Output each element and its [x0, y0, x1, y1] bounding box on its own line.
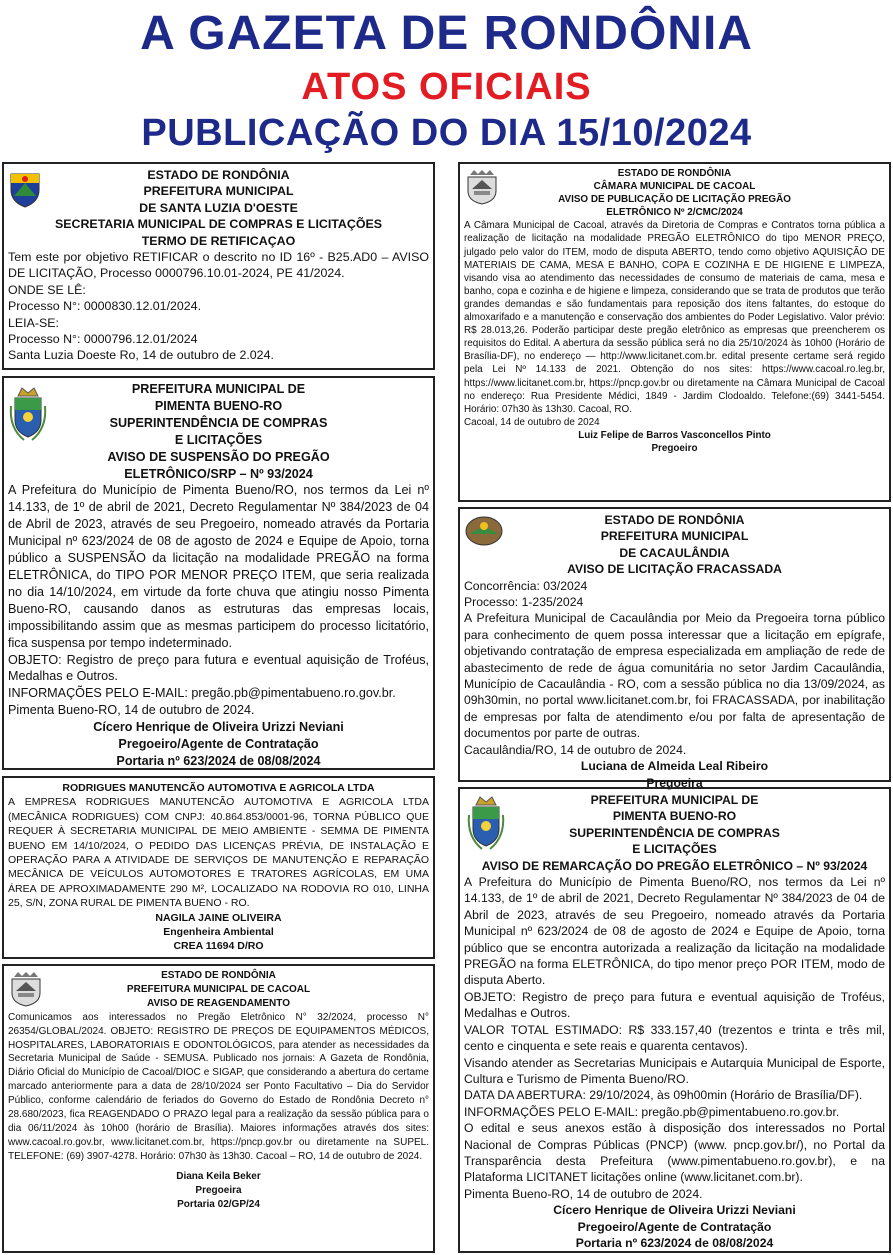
header-line: AVISO DE LICITAÇÃO FRACASSADA	[567, 562, 782, 577]
header-line: E LICITAÇÕES	[174, 432, 263, 447]
header-line: DE SANTA LUZIA D'OESTE	[139, 200, 298, 215]
municipal-crest-icon	[468, 795, 504, 853]
notice-header	[8, 781, 429, 795]
body-paragraph: Tem este por objetivo RETIFICAR o descrito no ID 16º - B25.AD0 – AVISO DE LICITAÇÃO, Processo 0000796.10.01-2024, PE 41/2024.	[8, 250, 429, 281]
notice-header	[8, 167, 429, 249]
signature-line: Pregoeiro/Agente de Contratação	[577, 1219, 772, 1234]
body-paragraph: A EMPRESA RODRIGUES MANUTENCÃO AUTOMOTIVA E AGRICOLA LTDA (MECÂNICA RODRIGUES) COM CNPJ: 40.864.853/0001-96, TORNA PÚBLICO QUE REQUER À SECRETARIA MUNICIPAL DE MEIO AMBIENTE - SEMMA DE PIMENTA BUENO EM 14/10/2024, O PEDIDO DAS LICENÇAS PRÉVIA, DE INSTALAÇÃO E OPERAÇÃO PARA A ATIVIDADE DE SERVIÇOS DE MANUTENÇÃO E REPARAÇÃO MECÂNICA DE VEÍCULOS AUTOMOTORES E TRATORES AGRÍCOLAS, EM UMA ÁREA DE APROXIMADAMENTE 290 M², LOCALIZADO NA RODOVIA RO 010, LINHA 25, S/N, ZONA RURAL DE PIMENTA BUENO - RO.	[8, 796, 429, 910]
header-line: AVISO DE SUSPENSÃO DO PREGÃO	[107, 449, 330, 464]
header-line: ESTADO DE RONDÔNIA	[161, 970, 276, 981]
body-paragraph: Processo N°: 0000796.12.01/2024	[8, 332, 198, 347]
signature-block	[464, 1202, 885, 1251]
signature-line: CREA 11694 D/RO	[173, 940, 264, 953]
header-line: AVISO DE REMARCAÇÃO DO PREGÃO ELETRÔNICO – Nº 93/2024	[481, 858, 868, 873]
body-paragraph: Pimenta Bueno-RO, 14 de outubro de 2024.	[8, 703, 255, 718]
signature-line: Pregoeira	[195, 1184, 242, 1196]
header-line: CÂMARA MUNICIPAL DE CACOAL	[593, 181, 756, 193]
newspaper-title: A GAZETA DE RONDÔNIA	[140, 7, 753, 60]
body-paragraph: A Prefeitura do Município de Pimenta Bueno/RO, nos termos da Lei nº 14.133, de 1º de abril de 2021, Decreto Regulamentar Nº 384/2023 de 04 de Abril de 2023, através de seu Pregoeiro, nomeado através da Portaria Municipal nº 623/2024 de 08 de agosto de 2024 e Equipe de Apoio, torna público a SUSPENSÃO da licitação na modalidade PREGÃO na forma ELETRÔNICA, do TIPO POR MENOR PREÇO ITEM, que seria realizada no dia 14/10/2024, em virtude da forte chuva que atingiu nosso Pimenta Bueno-RO, causando danos as estruturas das empresas locais, impossibilitando assim que as mesmas participem do processo licitatório, fica suspensa por tempo indeterminado.	[8, 483, 429, 650]
section-subtitle: ATOS OFICIAIS	[301, 66, 592, 108]
header-line: PIMENTA BUENO-RO	[154, 398, 283, 413]
header-line: RODRIGUES MANUTENCÃO AUTOMOTIVA E AGRICOLA LTDA	[62, 782, 375, 794]
header-line: ESTADO DE RONDÔNIA	[147, 168, 290, 182]
header-line: ELETRÔNICO Nº 2/CMC/2024	[606, 207, 743, 219]
header-line: ESTADO DE RONDÔNIA	[604, 513, 745, 527]
header-line: AVISO DE PUBLICAÇÃO DE LICITAÇÃO PREGÃO	[558, 194, 791, 206]
signature-line: NAGILA JAINE OLIVEIRA	[155, 911, 282, 924]
header-line: PIMENTA BUENO-RO	[612, 809, 737, 824]
notice-header	[464, 167, 885, 219]
body-paragraph: Cacoal, 14 de outubro de 2024	[464, 416, 600, 428]
body-paragraph: Processo: 1-235/2024	[464, 595, 584, 610]
notice-body	[8, 795, 429, 910]
signature-line: Pregoeira	[646, 775, 703, 790]
header-line: SECRETARIA MUNICIPAL DE COMPRAS E LICITAÇÕES	[55, 217, 382, 232]
notice-body	[464, 578, 885, 758]
header-line: TERMO DE RETIFICAÇAO	[141, 233, 296, 248]
notice-body	[8, 249, 429, 364]
cacaulandia-crest-icon	[464, 514, 504, 546]
signature-block	[8, 719, 429, 770]
notice-header	[464, 512, 885, 578]
header-line: PREFEITURA MUNICIPAL	[600, 529, 749, 544]
header-line: SUPERINTENDÊNCIA DE COMPRAS	[569, 825, 780, 840]
header-line: ESTADO DE RONDÔNIA	[617, 168, 732, 179]
body-paragraph: Concorrência: 03/2024	[464, 578, 588, 593]
header-line: AVISO DE REAGENDAMENTO	[147, 997, 290, 1009]
signature-line: Pregoeiro	[651, 442, 698, 454]
signature-block	[464, 429, 885, 455]
cacoal-crest-icon	[464, 169, 500, 205]
notice-pimenta-bueno-suspensao	[2, 376, 435, 770]
body-paragraph: Comunicamos aos interessados no Pregão Eletrônico N° 32/2024, processo N° 26354/GLOBAL/2024. OBJETO: REGISTRO DE PREÇOS DE EQUIPAMENTOS MÉDICOS, HOSPITALARES, LABORATORIAIS E ODONTOLÓGICOS, para atender as necessidades da Secretaria Municipal de Saúde - SEMUSA. Publicado nos jornais: A Gazeta de Rondônia, Diário Oficial do Município de Cacoal/DIOC e SIGAP, que considerando a abertura do certame marcado anteriormente para a data de 28/10/2024 ser Ponto Facultativo – Dia do Servidor Público, conforme calendário de feriados do Governo do Estado de Rondônia Decreto n° 28.680/2023, fica REAGENDADO O PRAZO legal para a realização da sessão pública para o dia 06/11/2024 às 10h00 (horário de Brasília). Maiores informações através dos sites: www.cacoal.ro.gov.br, www.licitanet.com.br, https://pncp.gov.br ou diretamente na SUPEL. TELEFONE: (69) 3907-4278. Horário: 07h30 às 13h30. Cacoal – RO, 14 de outubro de 2024.	[8, 1011, 429, 1162]
body-paragraph: OBJETO: Registro de preço para futura e eventual aquisição de Troféus, Medalhas e Outros.	[464, 989, 885, 1021]
notice-body	[464, 874, 885, 1202]
signature-line: Portaria nº 623/2024 de 08/08/2024	[575, 1235, 774, 1250]
signature-block	[8, 911, 429, 954]
signature-line: Cícero Henrique de Oliveira Urizzi Neviani	[93, 720, 344, 735]
header-line: PREFEITURA MUNICIPAL DE	[131, 382, 306, 396]
municipal-crest-icon	[10, 386, 46, 444]
notice-camara-cacoal	[458, 162, 891, 502]
header-line: PREFEITURA MUNICIPAL DE CACOAL	[126, 983, 311, 995]
signature-block	[8, 1170, 429, 1212]
notice-header	[464, 792, 885, 874]
body-paragraph: Santa Luzia Doeste Ro, 14 de outubro de 2.024.	[8, 348, 274, 363]
notice-cacoal-reagendamento	[2, 964, 435, 1253]
signature-line: Cícero Henrique de Oliveira Urizzi Neviani	[553, 1203, 796, 1218]
header-line: ELETRÔNICO/SRP – Nº 93/2024	[124, 466, 313, 481]
signature-line: Luiz Felipe de Barros Vasconcellos Pinto	[578, 429, 771, 441]
signature-line: Pregoeiro/Agente de Contratação	[118, 737, 319, 752]
notice-body	[8, 1011, 429, 1164]
body-paragraph: Visando atender as Secretarias Municipais e Autarquia Municipal de Esporte, Cultura e Turismo de Pimenta Bueno/RO.	[464, 1055, 885, 1086]
body-paragraph: A Câmara Municipal de Cacoal, através da Diretoria de Compras e Contratos torna pública a realização de licitação na modalidade PREGÃO ELETRÔNICO do tipo MENOR PREÇO, julgado pelo valor do ITEM, modo de disputa ABERTO, tendo como objetivo AQUISIÇÃO DE MATERIAIS DE CAMA, MESA E BANHO, COPA E COZINHA E DE HIGIENE E LIMPEZA, visando visa ao atendimento das necessidades de consumo de materiais de cama, mesa e banho, copa e cozinha e de higiene e limpeza, considerando que se trata de produtos que terão grandes demandas e são fundamentais para reposição dos itens faltantes, do estoque do almoxarifado e a manutenção e conservação dos ambientes do Poder Legislativo. Valor prévio: R$ 28.013,26. Poderão participar deste pregão eletrônico as empresas que preencherem os requisitos do Edital. A abertura da sessão pública será no dia 25/10/2024 às 10h00 (Horário de Brasília-DF), no endereço — http://www.licitanet.com.br. edital presente certame será regido pela Lei Nº 14.133 de 2021. Obtenção do nos sites: https://www.cacoal.ro.leg.br, https://www.licitanet.com.br, https://pncp.gov.br ou diretamente na Câmara Municipal de Cacoal no endereço: Rua Presidente Médici, 1849 - Jardim Clodoaldo. Telefone:(69) 3441-5454. Horário: 07h30 às 13h30. Cacoal, RO.	[464, 220, 885, 415]
header-line: DE CACAULÂNDIA	[619, 545, 730, 560]
body-paragraph: OBJETO: Registro de preço para futura e eventual aquisição de Troféus, Medalhas e Outros.	[8, 652, 429, 684]
edition-date: PUBLICAÇÃO DO DIA 15/10/2024	[141, 112, 752, 154]
signature-line: Engenheira Ambiental	[163, 926, 274, 939]
signature-line: Diana Keila Beker	[176, 1170, 261, 1182]
signature-line: Portaria 02/GP/24	[177, 1198, 260, 1210]
signature-line: Luciana de Almeida Leal Ribeiro	[580, 759, 769, 774]
body-paragraph: Pimenta Bueno-RO, 14 de outubro de 2024.	[464, 1186, 703, 1201]
state-coat-of-arms-icon	[8, 170, 42, 208]
header-line: PREFEITURA MUNICIPAL DE	[590, 793, 759, 807]
body-paragraph: A Prefeitura Municipal de Cacaulândia por Meio da Pregoeira torna público para conhecimento de quem possa interessar que a licitação em epígrafe, objetivando contratação de empresa especializada em ampliação de rede de abastecimento de rede de água comunitária no setor Jardim Cacaulândia, Município de Cacaulândia - RO, com a sessão pública no dia 13/09/2024, as 09h30min, no portal www.licitanet.com.br, foi FRACASSADA, por inabilitação de empresas por falta de atendimento e/ou por falta de apresentação de documentos por parte de outras.	[464, 611, 885, 741]
notice-santa-luzia	[2, 162, 435, 370]
header-line: PREFEITURA MUNICIPAL	[143, 184, 294, 199]
header-line: SUPERINTENDÊNCIA DE COMPRAS	[109, 415, 328, 430]
notice-body	[464, 219, 885, 429]
cacoal-crest-icon	[8, 971, 44, 1007]
notice-pimenta-bueno-remarcacao	[458, 787, 891, 1253]
notice-body	[8, 482, 429, 719]
notice-rodrigues	[2, 776, 435, 959]
body-paragraph: Processo N°: 0000830.12.01/2024.	[8, 299, 202, 314]
header-line: E LICITAÇÕES	[632, 842, 717, 857]
signature-line: Portaria nº 623/2024 de 08/08/2024	[116, 753, 321, 768]
notice-header	[8, 969, 429, 1011]
body-paragraph: DATA DA ABERTURA: 29/10/2024, às 09h00min (Horário de Brasília/DF).	[464, 1088, 863, 1103]
body-paragraph: A Prefeitura do Município de Pimenta Bueno/RO, nos termos da Lei nº 14.133, de 1º de abril de 2021, Decreto Regulamentar Nº 384/2023 de 04 de Abril de 2023, através de seu Pregoeiro, nomeado através da Portaria Municipal nº 623/2024 de 08 de agosto de 2024 e Equipe de Apoio, torna público que se encontra autorizada a realização da licitação na modalidade PREGÃO na forma ELETRÔNICA, do tipo menor preço POR ITEM, modo de disputa Aberto.	[464, 875, 885, 988]
body-paragraph: INFORMAÇÕES PELO E-MAIL: pregão.pb@pimentabueno.ro.gov.br.	[464, 1104, 840, 1119]
body-paragraph: LEIA-SE:	[8, 315, 59, 330]
body-paragraph: O edital e seus anexos estão à disposição dos interessados no Portal Nacional de Compras Públicas (PNCP) (www. pncp.gov.br/), no Portal da Transparência desta Prefeitura (www.pimentabueno.ro.gov.br), e na Plataforma LICITANET licitações online (www.licitanet.com.br).	[464, 1121, 885, 1185]
body-paragraph: ONDE SE LÊ:	[8, 282, 86, 297]
body-paragraph: Cacaulândia/RO, 14 de outubro de 2024.	[464, 742, 687, 757]
notice-header	[8, 381, 429, 482]
notice-cacaulandia	[458, 507, 891, 790]
body-paragraph: INFORMAÇÕES PELO E-MAIL: pregão.pb@pimentabueno.ro.gov.br.	[8, 686, 396, 701]
signature-block	[464, 758, 885, 791]
body-paragraph: VALOR TOTAL ESTIMADO: R$ 333.157,40 (trezentos e trinta e três mil, cento e cinquenta e sete reais e quarenta centavos).	[464, 1022, 885, 1054]
